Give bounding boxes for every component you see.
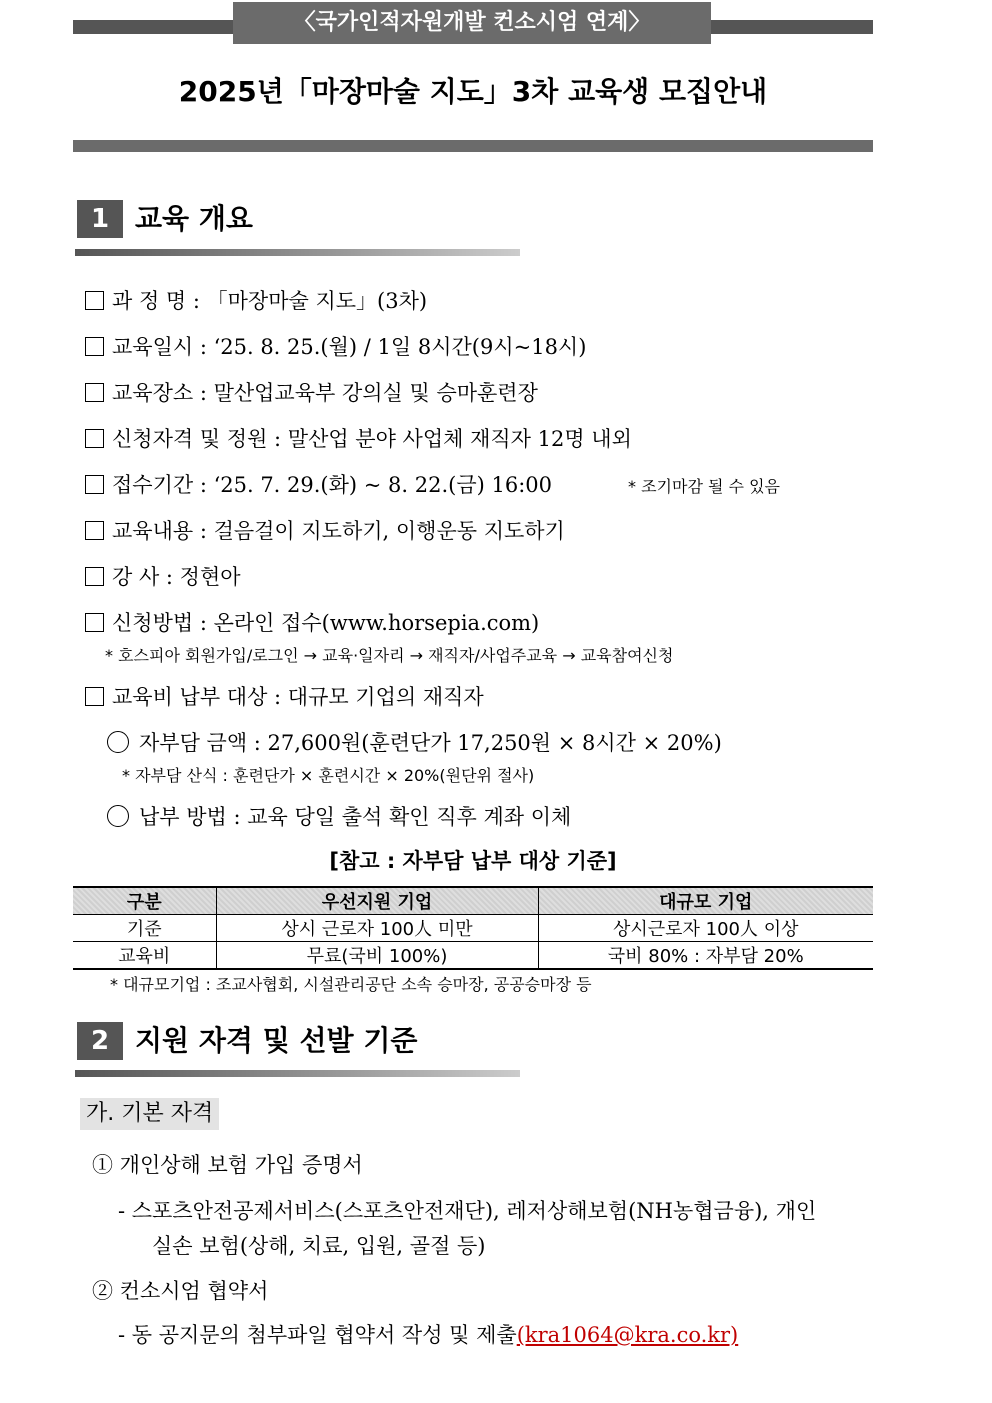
section-2-number: 2: [77, 1022, 123, 1060]
requirement-2: ② 컨소시엄 협약서: [92, 1279, 269, 1303]
reference-title: [참고 : 자부담 납부 대상 기준]: [329, 849, 617, 873]
checkbox-icon: [85, 475, 104, 494]
table-cell: 무료(국비 100%): [216, 942, 538, 970]
checkbox-icon: [85, 521, 104, 540]
item-period: 접수기간 : ‘25. 7. 29.(화) ~ 8. 22.(금) 16:00: [85, 470, 552, 500]
section-1-rule: [75, 249, 520, 256]
item-copay: 자부담 금액 : 27,600원(훈련단가 17,250원 × 8시간 × 20%): [107, 728, 722, 758]
table-row: [73, 915, 873, 942]
table-header-cell: 대규모 기업: [538, 887, 873, 915]
title-rule: [73, 140, 873, 152]
table-cell: 기준: [73, 915, 216, 942]
table-cell: 상시 근로자 100人 미만: [216, 915, 538, 942]
period-note: * 조기마감 될 수 있음: [628, 477, 780, 496]
copay-note: * 자부담 산식 : 훈련단가 × 훈련시간 × 20%(원단위 절사): [122, 766, 535, 785]
item-instructor: 강 사 : 정현아: [85, 562, 241, 592]
checkbox-icon: [85, 687, 104, 706]
item-pay-method: 납부 방법 : 교육 당일 출석 확인 직후 계좌 이체: [107, 802, 571, 832]
requirement-1: ① 개인상해 보험 가입 증명서: [92, 1153, 363, 1177]
item-content: 교육내용 : 걸음걸이 지도하기, 이행운동 지도하기: [85, 516, 565, 546]
item-course: 과 정 명 : 「마장마술 지도」(3차): [85, 286, 427, 316]
item-place: 교육장소 : 말산업교육부 강의실 및 승마훈련장: [85, 378, 538, 408]
section-1-number: 1: [77, 200, 123, 238]
table-cell: 교육비: [73, 942, 216, 970]
section-2-title: 지원 자격 및 선발 기준: [135, 1024, 418, 1057]
checkbox-icon: [85, 337, 104, 356]
table-header-cell: 우선지원 기업: [216, 887, 538, 915]
item-apply: 신청방법 : 온라인 접수(www.horsepia.com): [85, 608, 539, 638]
email-link[interactable]: (kra1064@kra.co.kr): [516, 1323, 739, 1347]
checkbox-icon: [85, 383, 104, 402]
requirement-2-detail: - 동 공지문의 첨부파일 협약서 작성 및 제출(kra1064@kra.co.kr): [118, 1323, 739, 1347]
apply-note: * 호스피아 회원가입/로그인 → 교육·일자리 → 재직자/사업주교육 → 교육참여신청: [105, 646, 674, 665]
checkbox-icon: [85, 429, 104, 448]
item-fee-target: 교육비 납부 대상 : 대규모 기업의 재직자: [85, 682, 484, 712]
circle-bullet-icon: [107, 731, 129, 753]
reference-note: * 대규모기업 : 조교사협회, 시설관리공단 소속 승마장, 공공승마장 등: [110, 975, 592, 994]
checkbox-icon: [85, 613, 104, 632]
table-cell: 국비 80% : 자부담 20%: [538, 942, 873, 970]
sub-heading-basic: 가. 기본 자격: [80, 1098, 219, 1130]
checkbox-icon: [85, 291, 104, 310]
table-cell: 상시근로자 100人 이상: [538, 915, 873, 942]
table-header-cell: 구분: [73, 887, 216, 915]
checkbox-icon: [85, 567, 104, 586]
section-2-rule: [75, 1070, 520, 1077]
item-eligibility: 신청자격 및 정원 : 말산업 분야 사업체 재직자 12명 내외: [85, 424, 632, 454]
requirement-1-detail-cont: 실손 보험(상해, 치료, 입원, 골절 등): [152, 1234, 486, 1258]
page-title: 2025년「마장마술 지도」3차 교육생 모집안내: [178, 75, 768, 108]
table-row: [73, 942, 873, 970]
circle-bullet-icon: [107, 805, 129, 827]
requirement-1-detail: - 스포츠안전공제서비스(스포츠안전재단), 레저상해보험(NH농협금융), 개인: [118, 1199, 817, 1223]
section-1-title: 교육 개요: [135, 202, 253, 235]
reference-table: [73, 886, 873, 970]
item-date: 교육일시 : ‘25. 8. 25.(월) / 1일 8시간(9시~18시): [85, 332, 586, 362]
table-header-row: [73, 887, 873, 915]
banner-label: 〈국가인적자원개발 컨소시엄 연계〉: [233, 2, 711, 44]
